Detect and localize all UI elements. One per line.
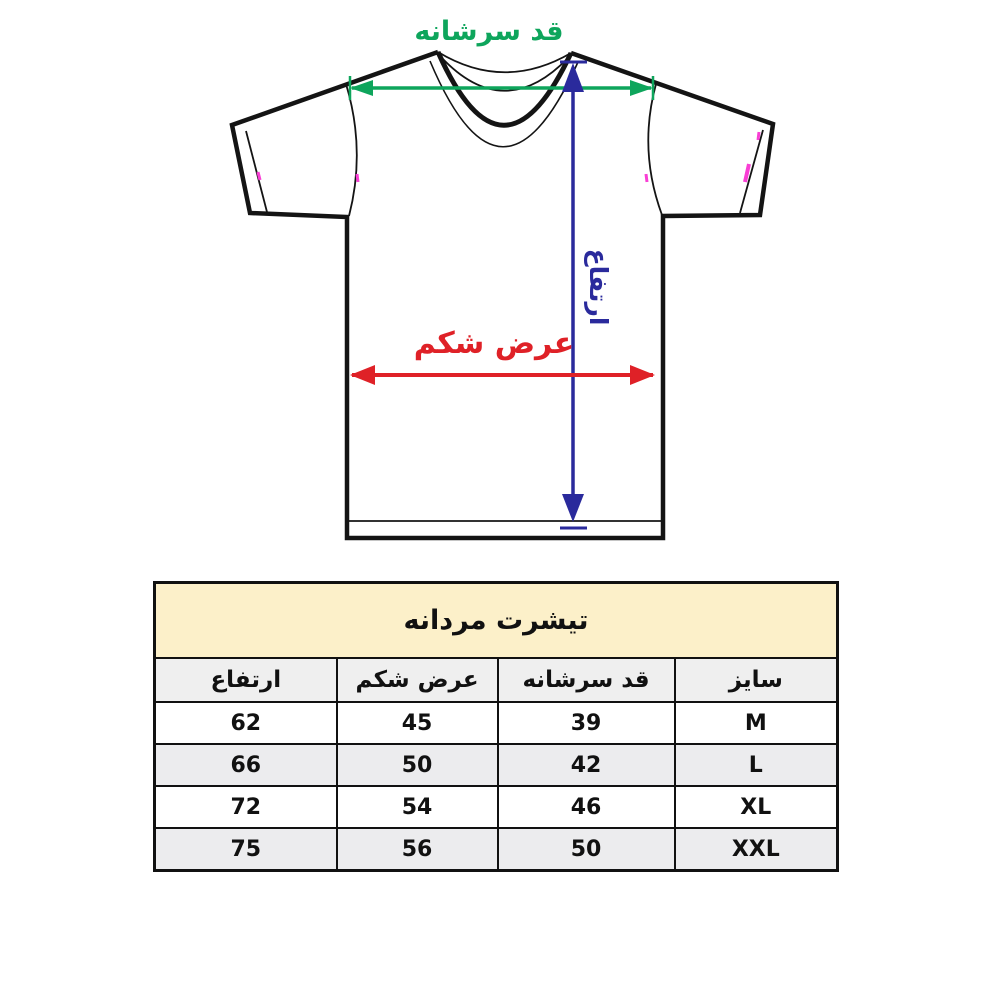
table-row-m (155, 702, 838, 744)
height-label: ارتفاع (584, 248, 613, 326)
cell-belly: 54 (337, 786, 498, 828)
size-chart-table (153, 581, 839, 872)
table-header-row (155, 658, 838, 702)
cell-size: L (675, 744, 838, 786)
cell-height: 62 (155, 702, 337, 744)
shoulder-width-arrow (350, 16, 653, 100)
right-cuff-pin-mark (758, 132, 759, 140)
cell-size: XL (675, 786, 838, 828)
right-armhole-pin-mark (646, 174, 647, 182)
cell-shoulder: 39 (498, 702, 675, 744)
cell-size: M (675, 702, 838, 744)
cell-height: 72 (155, 786, 337, 828)
belly-width-label: عرض شکم (413, 326, 575, 361)
left-armhole-pin-mark (357, 174, 358, 182)
table-title-row (155, 583, 838, 659)
cell-size: XXL (675, 828, 838, 871)
cell-height: 75 (155, 828, 337, 871)
cell-shoulder: 46 (498, 786, 675, 828)
cell-belly: 56 (337, 828, 498, 871)
table-row-l (155, 744, 838, 786)
table-row-xxl (155, 828, 838, 871)
col-header-height: ارتفاع (155, 658, 337, 702)
cell-height: 66 (155, 744, 337, 786)
col-header-size: سایز (675, 658, 838, 702)
cell-belly: 50 (337, 744, 498, 786)
left-cuff-pin-mark (258, 172, 260, 180)
table-row-xl (155, 786, 838, 828)
cell-shoulder: 42 (498, 744, 675, 786)
cell-belly: 45 (337, 702, 498, 744)
col-header-belly: عرض شکم (337, 658, 498, 702)
cell-shoulder: 50 (498, 828, 675, 871)
col-header-shoulder: قد سرشانه (498, 658, 675, 702)
size-table (153, 581, 839, 872)
shoulder-width-label: قد سرشانه (414, 16, 564, 47)
table-title: تیشرت مردانه (155, 583, 838, 659)
